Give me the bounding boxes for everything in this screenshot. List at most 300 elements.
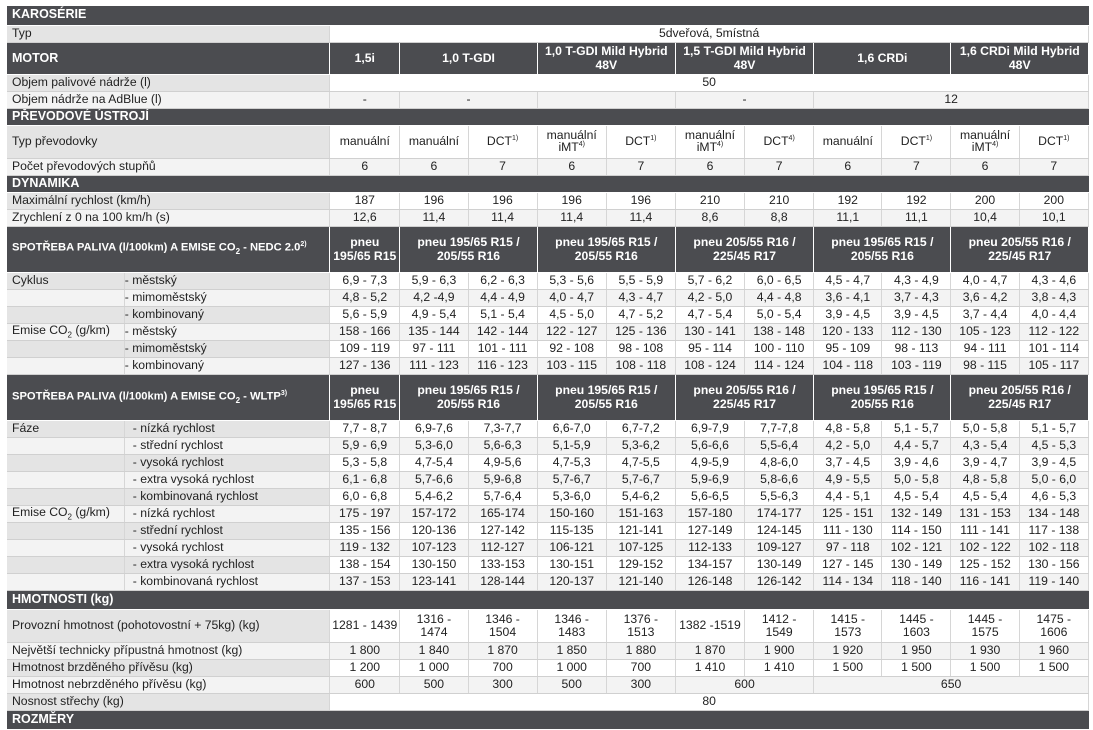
footnote-mark: 2) xyxy=(300,241,307,249)
unbraked-trailer-value: 650 xyxy=(814,676,1089,693)
consumption-value: 116 - 123 xyxy=(468,357,537,374)
gear-count-value: 6 xyxy=(675,158,744,175)
curb-weight-value: 1445 - 1575 xyxy=(951,609,1019,642)
gearbox-type-value xyxy=(330,125,400,158)
curb-weight-value: 1346 - 1483 xyxy=(537,609,606,642)
consumption-value: 125 - 151 xyxy=(814,505,882,522)
consumption-value: 5,9-6,9 xyxy=(675,471,744,488)
consumption-value: 125 - 152 xyxy=(951,556,1019,573)
unbraked-trailer-label: Hmotnost nebrzděného přívěsu (kg) xyxy=(7,676,330,693)
gearbox-type-text: manuální xyxy=(408,134,459,149)
consumption-value: 5,4-6,2 xyxy=(400,488,468,505)
consumption-value: 101 - 114 xyxy=(1019,340,1088,357)
consumption-value: 4,8 - 5,8 xyxy=(814,420,882,437)
cycle-label: - městský xyxy=(124,323,329,340)
consumption-value: 120 - 133 xyxy=(814,323,882,340)
table-row xyxy=(7,340,1089,357)
braked-trailer-value: 1 500 xyxy=(814,659,882,676)
max-weight-value: 1 900 xyxy=(745,642,814,659)
table-row xyxy=(7,420,1089,437)
spec-table xyxy=(7,6,1089,730)
engine-header: 1,0 T-GDI Mild Hybrid 48V xyxy=(537,42,675,74)
braked-trailer-value: 1 500 xyxy=(951,659,1019,676)
consumption-value: 5,8-6,6 xyxy=(745,471,814,488)
footnote-mark: 1) xyxy=(511,135,519,143)
consumption-value: 6,6-7,0 xyxy=(537,420,606,437)
consumption-value: 103 - 119 xyxy=(882,357,951,374)
consumption-value: 114 - 134 xyxy=(814,573,882,590)
group-label xyxy=(7,357,124,374)
consumption-value: 130-149 xyxy=(745,556,814,573)
subscript: 2 xyxy=(67,512,72,522)
gearbox-type-text: manuální xyxy=(822,134,873,149)
footnote-mark: 3) xyxy=(280,389,288,397)
cycle-label: - kombinovaný xyxy=(124,306,329,323)
consumption-value: 111 - 141 xyxy=(951,522,1019,539)
consumption-value: 107-125 xyxy=(606,539,675,556)
unbraked-trailer-value: 500 xyxy=(400,676,468,693)
section-transmission: PŘEVODOVÉ ÚSTROJÍ xyxy=(7,108,1089,125)
consumption-value: 5,4-6,2 xyxy=(606,488,675,505)
top-speed-value: 210 xyxy=(675,192,744,209)
gearbox-type-text: DCT xyxy=(1038,134,1064,149)
consumption-value: 133-153 xyxy=(468,556,537,573)
table-row xyxy=(7,710,1089,729)
section-consumption-wltp xyxy=(7,374,330,420)
consumption-value: 119 - 140 xyxy=(1019,573,1088,590)
table-row xyxy=(7,437,1089,454)
gear-count-value: 7 xyxy=(606,158,675,175)
consumption-value: 5,5 - 5,9 xyxy=(606,272,675,289)
consumption-value: 92 - 108 xyxy=(537,340,606,357)
consumption-value: 5,1 - 5,7 xyxy=(1019,420,1088,437)
consumption-value: 151-163 xyxy=(606,505,675,522)
consumption-value: 134-157 xyxy=(675,556,744,573)
table-row xyxy=(7,226,1089,272)
consumption-value: 165-174 xyxy=(468,505,537,522)
gear-count-value: 7 xyxy=(882,158,951,175)
consumption-value: 109-127 xyxy=(745,539,814,556)
tyre-header: pneu 195/65 R15 xyxy=(330,226,400,272)
group-label: Fáze xyxy=(7,420,124,437)
consumption-value: 5,1-5,9 xyxy=(537,437,606,454)
cycle-label: - městský xyxy=(124,272,329,289)
consumption-value: 137 - 153 xyxy=(330,573,400,590)
consumption-value: 123-141 xyxy=(400,573,468,590)
cycle-label: - kombinovaná rychlost xyxy=(124,488,329,505)
table-row xyxy=(7,125,1089,158)
consumption-value: 5,0 - 5,8 xyxy=(951,420,1019,437)
consumption-value: 7,7-7,8 xyxy=(745,420,814,437)
consumption-value: 128-144 xyxy=(468,573,537,590)
top-speed-value: 196 xyxy=(468,192,537,209)
footnote-mark: 4) xyxy=(788,135,795,143)
group-label xyxy=(7,437,124,454)
acceleration-value: 11,1 xyxy=(882,209,951,226)
gearbox-type-value xyxy=(468,125,537,158)
consumption-value: 175 - 197 xyxy=(330,505,400,522)
cycle-label: - mimoměstský xyxy=(124,340,329,357)
adblue-label: Objem nádrže na AdBlue (l) xyxy=(7,91,330,108)
consumption-value: 127 - 136 xyxy=(330,357,400,374)
top-speed-value: 200 xyxy=(1019,192,1088,209)
consumption-value: 5,3 - 5,6 xyxy=(537,272,606,289)
cycle-label: - vysoká rychlost xyxy=(124,454,329,471)
acceleration-value: 11,4 xyxy=(400,209,468,226)
consumption-value: 158 - 166 xyxy=(330,323,400,340)
section-weights: HMOTNOSTI (kg) xyxy=(7,590,1089,609)
table-row xyxy=(7,471,1089,488)
tyre-header: pneu 195/65 R15 / 205/55 R16 xyxy=(400,374,537,420)
table-row xyxy=(7,306,1089,323)
braked-trailer-label: Hmotnost brzděného přívěsu (kg) xyxy=(7,659,330,676)
group-label xyxy=(7,471,124,488)
consumption-value: 4,8 - 5,2 xyxy=(330,289,400,306)
consumption-value: 118 - 140 xyxy=(882,573,951,590)
consumption-value: 5,9 - 6,9 xyxy=(330,437,400,454)
adblue-value: - xyxy=(400,91,537,108)
consumption-value: 124-145 xyxy=(745,522,814,539)
top-speed-value: 192 xyxy=(814,192,882,209)
consumption-value: 5,3-6,0 xyxy=(400,437,468,454)
consumption-value: 120-137 xyxy=(537,573,606,590)
braked-trailer-value: 1 200 xyxy=(330,659,400,676)
top-speed-value: 210 xyxy=(745,192,814,209)
curb-weight-value: 1412 - 1549 xyxy=(745,609,814,642)
table-row xyxy=(7,357,1089,374)
table-row xyxy=(7,42,1089,74)
group-label xyxy=(7,488,124,505)
cycle-label: - extra vysoká rychlost xyxy=(124,556,329,573)
tyre-header: pneu 195/65 R15 / 205/55 R16 xyxy=(537,374,675,420)
consumption-value: 132 - 149 xyxy=(882,505,951,522)
group-label xyxy=(7,289,124,306)
consumption-value: 6,1 - 6,8 xyxy=(330,471,400,488)
section-dimensions: ROZMĚRY xyxy=(7,710,1089,729)
consumption-value: 5,7 - 6,2 xyxy=(675,272,744,289)
table-row xyxy=(7,693,1089,710)
max-weight-value: 1 800 xyxy=(330,642,400,659)
table-row xyxy=(7,158,1089,175)
cycle-label: - kombinovaná rychlost xyxy=(124,573,329,590)
table-row xyxy=(7,289,1089,306)
footnote-mark: 4) xyxy=(717,141,724,149)
tyre-header: pneu 205/55 R16 / 225/45 R17 xyxy=(675,226,813,272)
tyre-header: pneu 195/65 R15 / 205/55 R16 xyxy=(814,226,951,272)
consumption-value: 6,9 - 7,3 xyxy=(330,272,400,289)
curb-weight-value: 1415 - 1573 xyxy=(814,609,882,642)
table-row xyxy=(7,642,1089,659)
cycle-label: - kombinovaný xyxy=(124,357,329,374)
roof-load-value: 80 xyxy=(330,693,1089,710)
max-weight-value: 1 850 xyxy=(537,642,606,659)
group-label-text: (g/km) xyxy=(71,323,110,337)
curb-weight-value: 1445 - 1603 xyxy=(882,609,951,642)
consumption-value: 3,6 - 4,2 xyxy=(951,289,1019,306)
tyre-header: pneu 205/55 R16 / 225/45 R17 xyxy=(675,374,813,420)
consumption-value: 126-142 xyxy=(745,573,814,590)
braked-trailer-value: 700 xyxy=(606,659,675,676)
consumption-value: 3,9 - 4,5 xyxy=(814,306,882,323)
top-speed-value: 187 xyxy=(330,192,400,209)
consumption-value: 5,7-6,7 xyxy=(537,471,606,488)
group-label xyxy=(7,505,124,522)
acceleration-value: 11,4 xyxy=(537,209,606,226)
section-title: - WLTP xyxy=(240,390,281,403)
acceleration-value: 8,6 xyxy=(675,209,744,226)
table-row xyxy=(7,539,1089,556)
consumption-value: 135 - 156 xyxy=(330,522,400,539)
footnote-mark: 4) xyxy=(578,141,585,149)
consumption-value: 122 - 127 xyxy=(537,323,606,340)
consumption-value: 6,0 - 6,8 xyxy=(330,488,400,505)
adblue-value xyxy=(537,91,675,108)
gearbox-type-text: DCT xyxy=(900,134,926,149)
cycle-label: - extra vysoká rychlost xyxy=(124,471,329,488)
cycle-label: - mimoměstský xyxy=(124,289,329,306)
footnote-mark: 1) xyxy=(1063,135,1070,143)
consumption-value: 5,1 - 5,7 xyxy=(882,420,951,437)
consumption-value: 4,2 - 5,0 xyxy=(814,437,882,454)
tyre-header: pneu 195/65 R15 / 205/55 R16 xyxy=(400,226,537,272)
consumption-value: 5,0 - 6,0 xyxy=(1019,471,1088,488)
consumption-value: 4,9 - 5,4 xyxy=(400,306,468,323)
table-row xyxy=(7,374,1089,420)
consumption-value: 6,0 - 6,5 xyxy=(745,272,814,289)
consumption-value: 120-136 xyxy=(400,522,468,539)
consumption-value: 130-150 xyxy=(400,556,468,573)
consumption-value: 105 - 117 xyxy=(1019,357,1088,374)
gearbox-type-value xyxy=(400,125,468,158)
table-row xyxy=(7,488,1089,505)
consumption-value: 6,7-7,2 xyxy=(606,420,675,437)
consumption-value: 107-123 xyxy=(400,539,468,556)
consumption-value: 4,0 - 4,7 xyxy=(537,289,606,306)
consumption-value: 6,9-7,9 xyxy=(675,420,744,437)
braked-trailer-value: 1 500 xyxy=(1019,659,1088,676)
cycle-label: - nízká rychlost xyxy=(124,420,329,437)
consumption-value: 102 - 121 xyxy=(882,539,951,556)
consumption-value: 130 - 141 xyxy=(675,323,744,340)
consumption-value: 126-148 xyxy=(675,573,744,590)
max-weight-value: 1 950 xyxy=(882,642,951,659)
consumption-value: 111 - 123 xyxy=(400,357,468,374)
consumption-value: 3,9 - 4,7 xyxy=(951,454,1019,471)
subscript: 2 xyxy=(67,329,72,339)
braked-trailer-value: 1 000 xyxy=(537,659,606,676)
footnote-mark: 1) xyxy=(925,135,933,143)
max-weight-value: 1 840 xyxy=(400,642,468,659)
consumption-value: 3,8 - 4,3 xyxy=(1019,289,1088,306)
consumption-value: 4,4 - 5,7 xyxy=(882,437,951,454)
acceleration-value: 10,4 xyxy=(951,209,1019,226)
braked-trailer-value: 700 xyxy=(468,659,537,676)
consumption-value: 5,6 - 5,9 xyxy=(330,306,400,323)
consumption-value: 100 - 110 xyxy=(745,340,814,357)
braked-trailer-value: 1 500 xyxy=(882,659,951,676)
consumption-value: 112 - 130 xyxy=(882,323,951,340)
gear-count-value: 6 xyxy=(814,158,882,175)
acceleration-value: 11,1 xyxy=(814,209,882,226)
fuel-tank-label: Objem palivové nádrže (l) xyxy=(7,74,330,91)
consumption-value: 4,5 - 5,4 xyxy=(882,488,951,505)
consumption-value: 4,8-6,0 xyxy=(745,454,814,471)
consumption-value: 108 - 118 xyxy=(606,357,675,374)
consumption-value: 5,3 - 5,8 xyxy=(330,454,400,471)
max-weight-value: 1 870 xyxy=(675,642,744,659)
consumption-value: 4,4 - 5,1 xyxy=(814,488,882,505)
consumption-value: 6,9-7,6 xyxy=(400,420,468,437)
table-row xyxy=(7,573,1089,590)
max-weight-value: 1 870 xyxy=(468,642,537,659)
table-row xyxy=(7,590,1089,609)
consumption-value: 106-121 xyxy=(537,539,606,556)
consumption-value: 112-133 xyxy=(675,539,744,556)
tyre-header: pneu 205/55 R16 / 225/45 R17 xyxy=(951,226,1089,272)
group-label xyxy=(7,323,124,340)
consumption-value: 4,5 - 5,0 xyxy=(537,306,606,323)
tyre-header: pneu 195/65 R15 xyxy=(330,374,400,420)
top-speed-value: 192 xyxy=(882,192,951,209)
consumption-value: 4,5 - 4,7 xyxy=(814,272,882,289)
consumption-value: 114 - 124 xyxy=(745,357,814,374)
group-label xyxy=(7,539,124,556)
section-karoserie: KAROSÉRIE xyxy=(7,6,1089,25)
section-dynamics: DYNAMIKA xyxy=(7,175,1089,192)
gearbox-type-text: DCT xyxy=(763,134,789,149)
consumption-value: 4,5 - 5,3 xyxy=(1019,437,1088,454)
consumption-value: 3,7 - 4,4 xyxy=(951,306,1019,323)
group-label xyxy=(7,340,124,357)
gear-count-value: 6 xyxy=(951,158,1019,175)
top-speed-label: Maximální rychlost (km/h) xyxy=(7,192,330,209)
consumption-value: 4,9-5,9 xyxy=(675,454,744,471)
consumption-value: 101 - 111 xyxy=(468,340,537,357)
acceleration-value: 12,6 xyxy=(330,209,400,226)
consumption-value: 121-140 xyxy=(606,573,675,590)
consumption-value: 4,3 - 4,9 xyxy=(882,272,951,289)
consumption-value: 98 - 115 xyxy=(951,357,1019,374)
acceleration-value: 8,8 xyxy=(745,209,814,226)
consumption-value: 130 - 149 xyxy=(882,556,951,573)
group-label xyxy=(7,306,124,323)
consumption-value: 125 - 136 xyxy=(606,323,675,340)
consumption-value: 115-135 xyxy=(537,522,606,539)
table-row xyxy=(7,272,1089,289)
consumption-value: 5,5-6,4 xyxy=(745,437,814,454)
curb-weight-value: 1376 - 1513 xyxy=(606,609,675,642)
consumption-value: 95 - 109 xyxy=(814,340,882,357)
consumption-value: 105 - 123 xyxy=(951,323,1019,340)
consumption-value: 6,2 - 6,3 xyxy=(468,272,537,289)
gear-count-value: 6 xyxy=(400,158,468,175)
table-row xyxy=(7,676,1089,693)
consumption-value: 5,1 - 5,4 xyxy=(468,306,537,323)
gearbox-type-text: DCT xyxy=(625,134,651,149)
engine-header: 1,5 T-GDI Mild Hybrid 48V xyxy=(675,42,813,74)
fuel-tank-value: 50 xyxy=(330,74,1089,91)
acceleration-value: 10,1 xyxy=(1019,209,1088,226)
braked-trailer-value: 1 000 xyxy=(400,659,468,676)
consumption-value: 138 - 154 xyxy=(330,556,400,573)
consumption-value: 98 - 113 xyxy=(882,340,951,357)
gear-count-value: 6 xyxy=(330,158,400,175)
consumption-value: 98 - 108 xyxy=(606,340,675,357)
consumption-value: 127 - 145 xyxy=(814,556,882,573)
gearbox-type-text: manuální xyxy=(339,134,390,149)
table-row xyxy=(7,25,1089,42)
section-title: SPOTŘEBA PALIVA (l/100km) A EMISE CO xyxy=(12,390,236,403)
gearbox-type-text: manuální iMT xyxy=(684,127,736,155)
subscript: 2 xyxy=(235,247,241,257)
consumption-value: 157-180 xyxy=(675,505,744,522)
gearbox-type-value xyxy=(951,125,1019,158)
consumption-value: 114 - 150 xyxy=(882,522,951,539)
consumption-value: 5,0 - 5,4 xyxy=(745,306,814,323)
consumption-value: 5,6-6,3 xyxy=(468,437,537,454)
consumption-value: 116 - 141 xyxy=(951,573,1019,590)
section-title: - NEDC 2.0 xyxy=(240,242,301,255)
consumption-value: 97 - 111 xyxy=(400,340,468,357)
max-weight-value: 1 920 xyxy=(814,642,882,659)
consumption-value: 97 - 118 xyxy=(814,539,882,556)
consumption-value: 102 - 118 xyxy=(1019,539,1088,556)
top-speed-value: 196 xyxy=(606,192,675,209)
consumption-value: 104 - 118 xyxy=(814,357,882,374)
group-label-text: Emise CO xyxy=(12,323,68,337)
consumption-value: 138 - 148 xyxy=(745,323,814,340)
table-row xyxy=(7,659,1089,676)
braked-trailer-value: 1 410 xyxy=(745,659,814,676)
consumption-value: 130-151 xyxy=(537,556,606,573)
consumption-value: 4,8 - 5,8 xyxy=(951,471,1019,488)
consumption-value: 117 - 138 xyxy=(1019,522,1088,539)
consumption-value: 4,0 - 4,4 xyxy=(1019,306,1088,323)
consumption-value: 4,3 - 4,6 xyxy=(1019,272,1088,289)
consumption-value: 5,3-6,0 xyxy=(537,488,606,505)
group-label-text: (g/km) xyxy=(71,505,110,519)
consumption-value: 4,7-5,4 xyxy=(400,454,468,471)
consumption-value: 3,6 - 4,1 xyxy=(814,289,882,306)
consumption-value: 4,3 - 4,7 xyxy=(606,289,675,306)
section-motor: MOTOR xyxy=(7,42,330,74)
consumption-value: 3,7 - 4,5 xyxy=(814,454,882,471)
consumption-value: 127-149 xyxy=(675,522,744,539)
unbraked-trailer-value: 600 xyxy=(675,676,813,693)
consumption-value: 4,5 - 5,4 xyxy=(951,488,1019,505)
consumption-value: 130 - 156 xyxy=(1019,556,1088,573)
gearbox-type-text: manuální iMT xyxy=(959,127,1011,155)
consumption-value: 4,7-5,5 xyxy=(606,454,675,471)
group-label xyxy=(7,573,124,590)
curb-weight-value: 1316 - 1474 xyxy=(400,609,468,642)
consumption-value: 4,2 -4,9 xyxy=(400,289,468,306)
consumption-value: 5,9 - 6,3 xyxy=(400,272,468,289)
cycle-label: - střední rychlost xyxy=(124,437,329,454)
acceleration-value: 11,4 xyxy=(606,209,675,226)
cycle-label: - střední rychlost xyxy=(124,522,329,539)
braked-trailer-value: 1 410 xyxy=(675,659,744,676)
consumption-value: 119 - 132 xyxy=(330,539,400,556)
consumption-value: 112 - 122 xyxy=(1019,323,1088,340)
consumption-value: 5,7-6,4 xyxy=(468,488,537,505)
table-row xyxy=(7,323,1089,340)
consumption-value: 4,7-5,3 xyxy=(537,454,606,471)
engine-header: 1,5i xyxy=(330,42,400,74)
gearbox-type-value xyxy=(606,125,675,158)
max-weight-value: 1 880 xyxy=(606,642,675,659)
roof-load-label: Nosnost střechy (kg) xyxy=(7,693,330,710)
